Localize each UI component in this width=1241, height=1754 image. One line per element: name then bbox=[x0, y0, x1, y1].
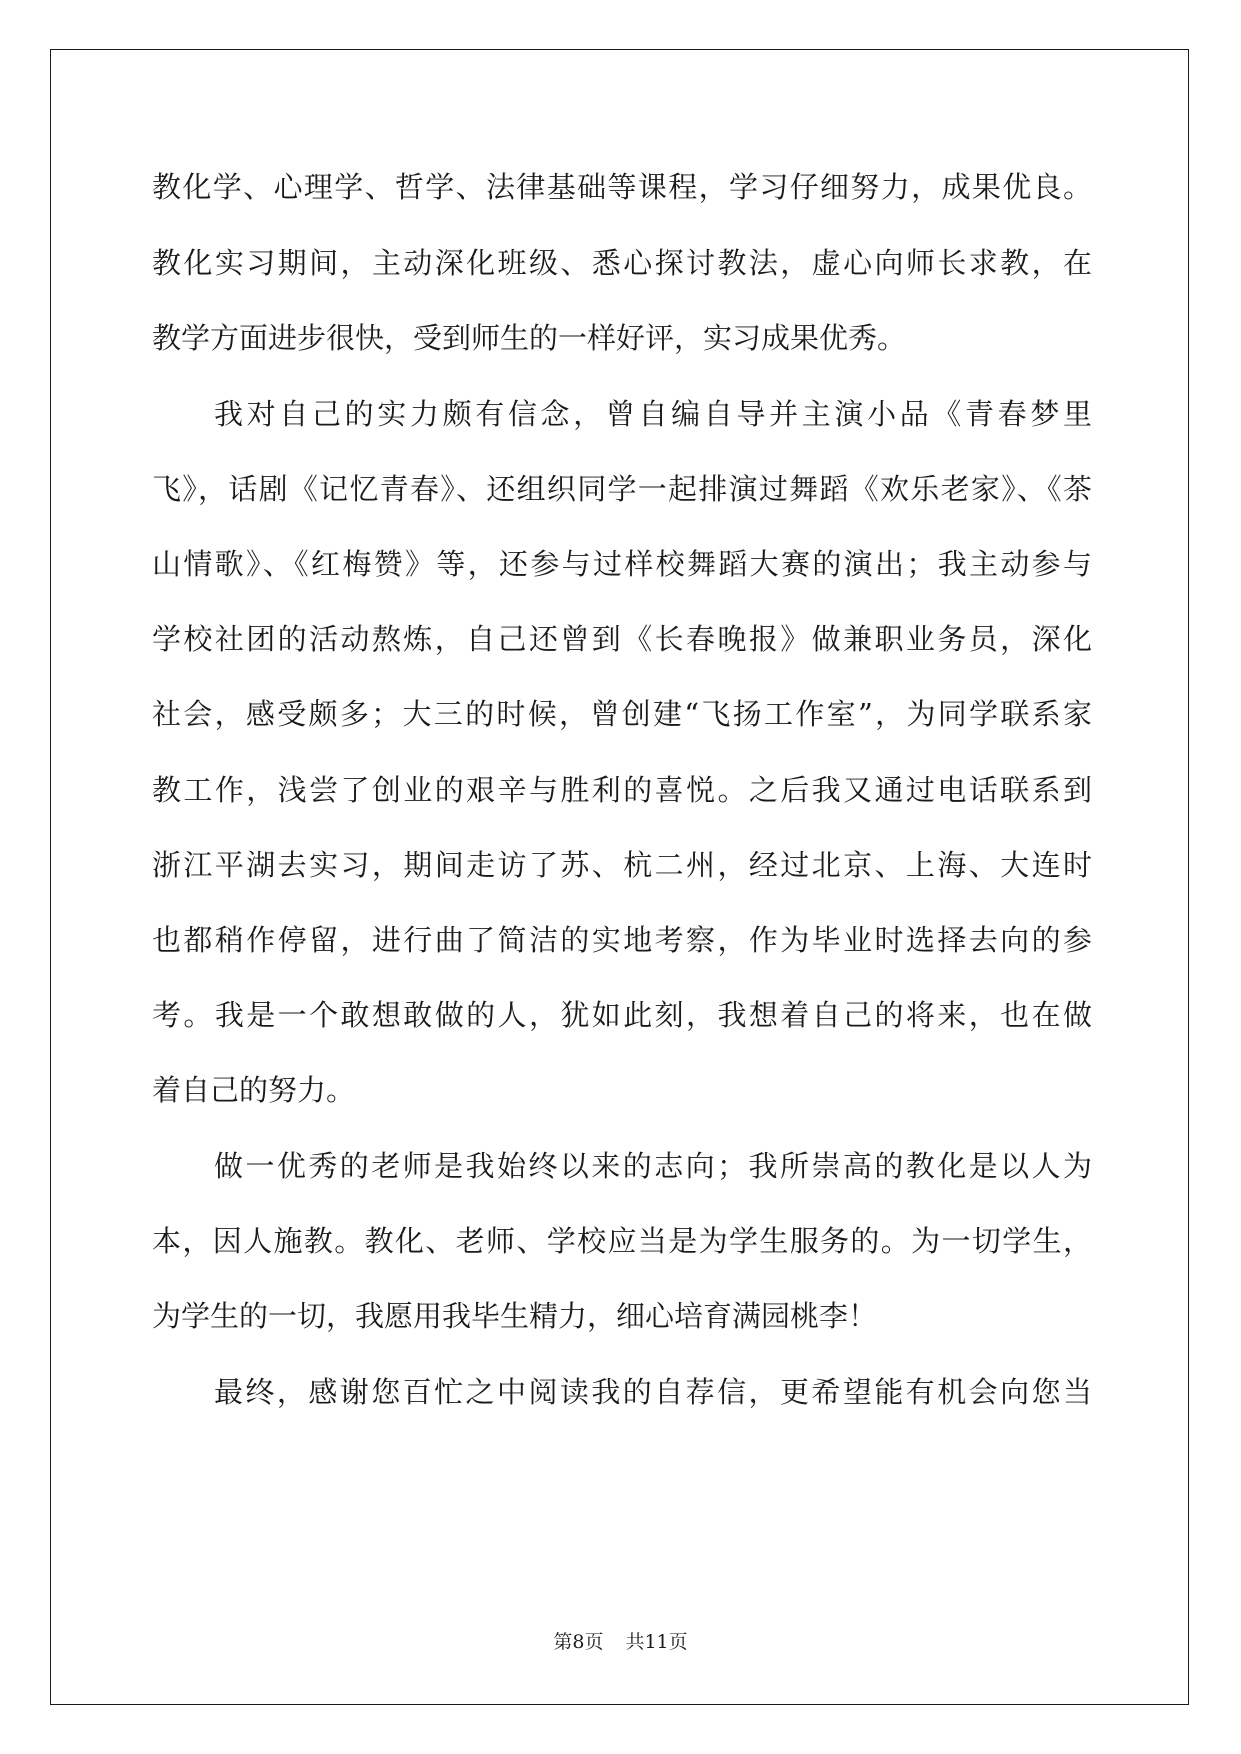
text-line: 飞》，话剧《记忆青春》、还组织同学一起排演过舞蹈《欢乐老家》、《茶 bbox=[152, 472, 1092, 506]
page-footer bbox=[0, 1627, 1241, 1654]
text-line: 社会，感受颇多；大三的时候，曾创建“飞扬工作室”，为同学联系家 bbox=[152, 697, 1092, 731]
text-line: 也都稍作停留，进行曲了简洁的实地考察，作为毕业时选择去向的参 bbox=[152, 923, 1092, 957]
text-line: 教化实习期间，主动深化班级、悉心探讨教法，虚心向师长求教，在 bbox=[152, 246, 1092, 280]
text-line: 浙江平湖去实习，期间走访了苏、杭二州，经过北京、上海、大连时 bbox=[152, 848, 1092, 882]
paragraph-start-line: 我对自己的实力颇有信念，曾自编自导并主演小品《青春梦里 bbox=[214, 397, 1092, 431]
text-line: 着自己的努力。 bbox=[152, 1073, 356, 1107]
text-line: 教工作，浅尝了创业的艰辛与胜利的喜悦。之后我又通过电话联系到 bbox=[152, 773, 1092, 807]
page-number-total: 共11页 bbox=[625, 1631, 688, 1653]
text-line: 学校社团的活动熬炼，自己还曾到《长春晚报》做兼职业务员，深化 bbox=[152, 622, 1092, 656]
paragraph-start-line: 做一优秀的老师是我始终以来的志向；我所崇高的教化是以人为 bbox=[214, 1149, 1092, 1183]
page-number-current: 第8页 bbox=[553, 1631, 604, 1653]
text-line: 教化学、心理学、哲学、法律基础等课程，学习仔细努力，成果优良。 bbox=[152, 170, 1092, 204]
text-line: 教学方面进步很快，受到师生的一样好评，实习成果优秀。 bbox=[152, 321, 907, 355]
text-line: 本，因人施教。教化、老师、学校应当是为学生服务的。为一切学生， bbox=[152, 1224, 1092, 1258]
text-line: 山情歌》、《红梅赞》等，还参与过样校舞蹈大赛的演出；我主动参与 bbox=[152, 547, 1092, 581]
text-line: 考。我是一个敢想敢做的人，犹如此刻，我想着自己的将来，也在做 bbox=[152, 998, 1092, 1032]
text-line: 为学生的一切，我愿用我毕生精力，细心培育满园桃李！ bbox=[152, 1299, 878, 1333]
paragraph-start-line: 最终，感谢您百忙之中阅读我的自荐信，更希望能有机会向您当 bbox=[214, 1375, 1092, 1409]
